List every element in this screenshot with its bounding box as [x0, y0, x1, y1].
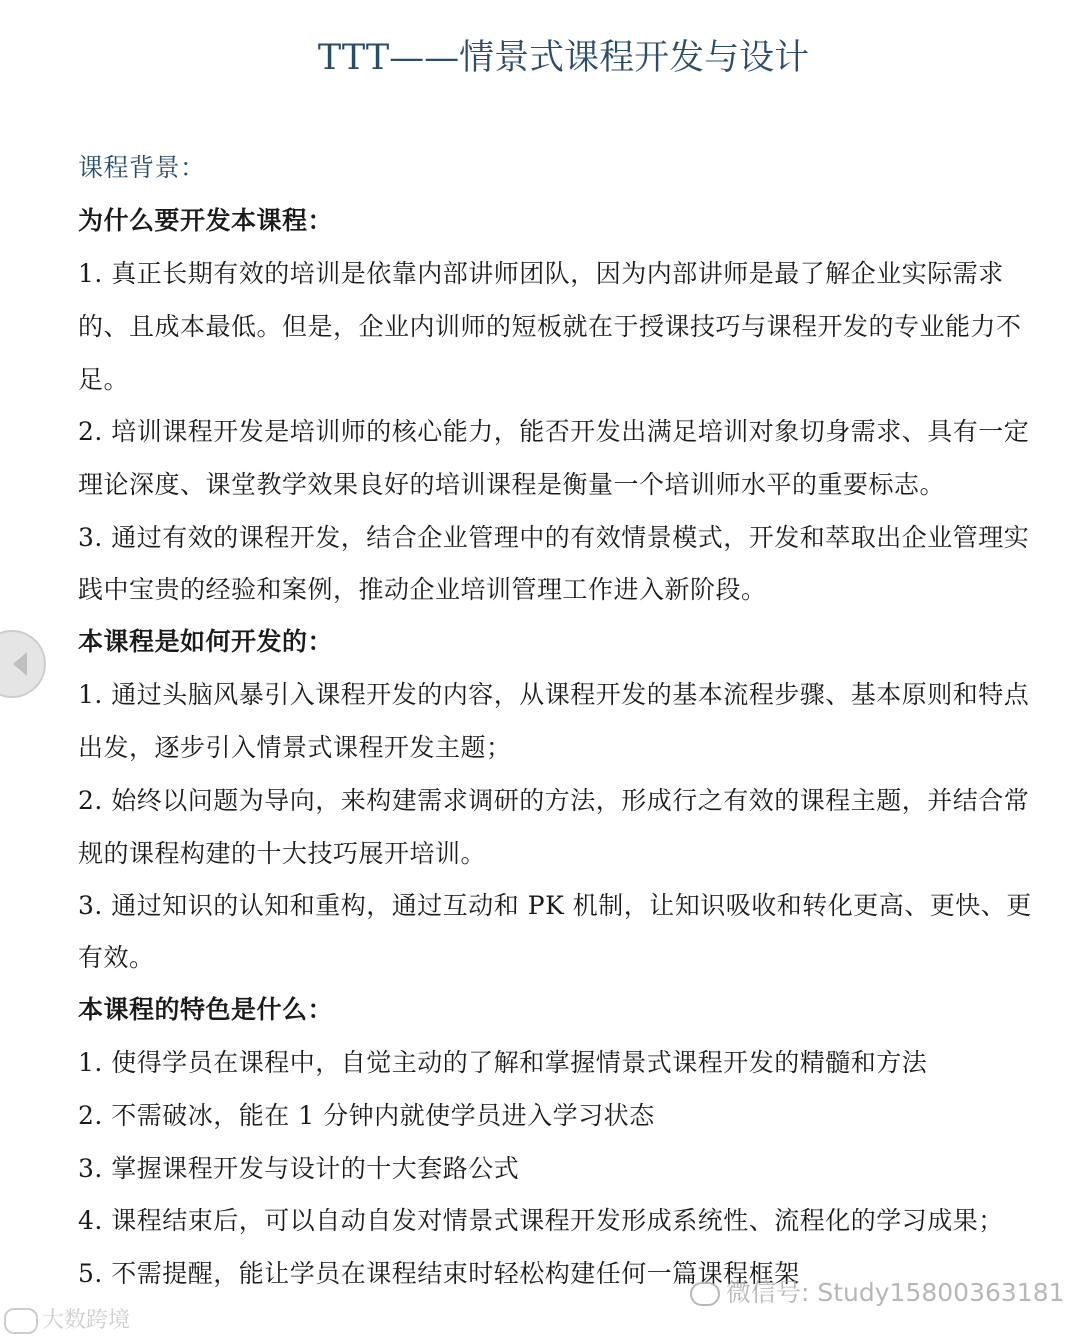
list-item: 1. 使得学员在课程中，自觉主动的了解和掌握情景式课程开发的精髓和方法 [78, 1048, 928, 1077]
heading-why: 为什么要开发本课程： [78, 206, 334, 235]
paragraph-line: 出发，逐步引入情景式课程开发主题； [78, 733, 512, 762]
paragraph-line: 2. 培训课程开发是培训师的核心能力，能否开发出满足培训对象切身需求、具有一定 [78, 417, 1030, 446]
document-title: TTT——情景式课程开发与设计 [317, 38, 810, 78]
section-label-background: 课程背景： [78, 153, 206, 182]
wechat-icon [690, 1282, 720, 1306]
paragraph-line: 3. 通过知识的认知和重构，通过互动和 PK 机制，让知识吸收和转化更高、更快、更 [78, 891, 1032, 920]
list-item: 2. 不需破冰，能在 1 分钟内就使学员进入学习状态 [78, 1101, 655, 1130]
paragraph-line: 规的课程构建的十大技巧展开培训。 [78, 839, 487, 868]
paragraph-line: 的、且成本最低。但是，企业内训师的短板就在于授课技巧与课程开发的专业能力不 [78, 312, 1022, 341]
paragraph-line: 1. 通过头脑风暴引入课程开发的内容，从课程开发的基本流程步骤、基本原则和特点 [78, 680, 1030, 709]
heading-features: 本课程的特色是什么： [78, 995, 334, 1024]
paragraph-line: 3. 通过有效的课程开发，结合企业管理中的有效情景模式，开发和萃取出企业管理实 [78, 523, 1030, 552]
paragraph-line: 理论深度、课堂教学效果良好的培训课程是衡量一个培训师水平的重要标志。 [78, 470, 946, 499]
paragraph-line: 2. 始终以问题为导向，来构建需求调研的方法，形成行之有效的课程主题，并结合常 [78, 786, 1030, 815]
watermark-logo-icon [4, 1308, 38, 1334]
paragraph-line: 1. 真正长期有效的培训是依靠内部讲师团队，因为内部讲师是最了解企业实际需求 [78, 259, 1004, 288]
list-item: 4. 课程结束后，可以自动自发对情景式课程开发形成系统性、流程化的学习成果； [78, 1206, 1004, 1235]
paragraph-line: 足。 [78, 365, 130, 394]
watermark-right [690, 1276, 1065, 1310]
list-item: 5. 不需提醒，能让学员在课程结束时轻松构建任何一篇课程框架 [78, 1259, 800, 1288]
watermark-left-text: 大数跨境 [42, 1308, 131, 1333]
list-item: 3. 掌握课程开发与设计的十大套路公式 [78, 1154, 520, 1183]
previous-page-arrow-icon[interactable] [0, 630, 46, 698]
heading-how: 本课程是如何开发的： [78, 627, 334, 656]
watermark-left [4, 1306, 130, 1336]
paragraph-line: 有效。 [78, 943, 155, 972]
paragraph-line: 践中宝贵的经验和案例，推动企业培训管理工作进入新阶段。 [78, 575, 767, 604]
watermark-right-text: 微信号: Study15800363181 [726, 1278, 1065, 1307]
